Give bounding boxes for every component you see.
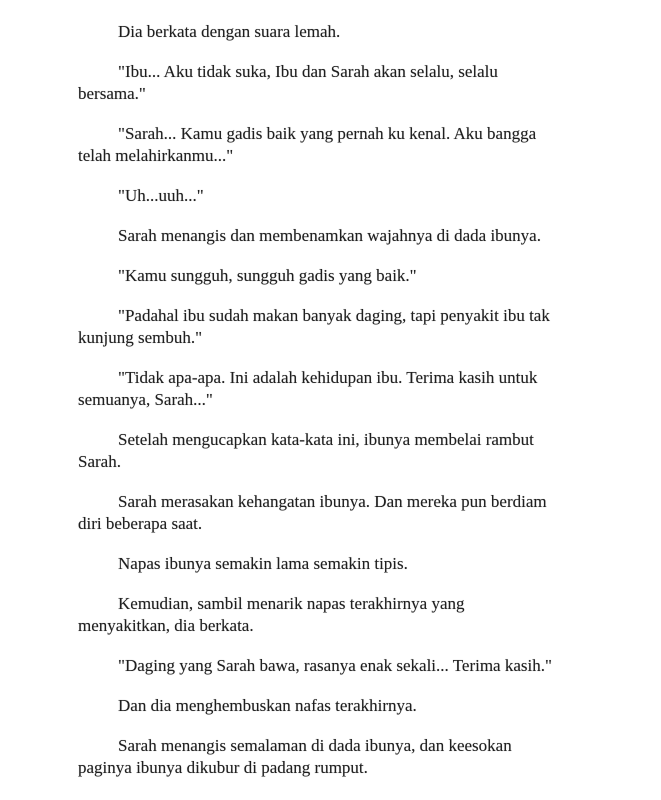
text-line: "Padahal ibu sudah makan banyak daging, tapi penyakit ibu tak [118, 306, 550, 325]
text-line: "Sarah... Kamu gadis baik yang pernah ku kenal. Aku bangga [118, 124, 537, 143]
paragraph [78, 593, 577, 637]
paragraph [78, 61, 577, 105]
text-line: telah melahirkanmu..." [78, 146, 234, 165]
paragraph [78, 185, 577, 207]
paragraph [78, 553, 577, 575]
paragraph [78, 305, 577, 349]
text-line: "Tidak apa-apa. Ini adalah kehidupan ibu. Terima kasih untuk [118, 368, 538, 387]
text-line: semuanya, Sarah..." [78, 390, 213, 409]
text-line: Sarah merasakan kehangatan ibunya. Dan mereka pun berdiam [118, 492, 547, 511]
text-line: "Daging yang Sarah bawa, rasanya enak sekali... Terima kasih." [118, 656, 552, 675]
text-line: "Kamu sungguh, sungguh gadis yang baik." [118, 266, 417, 285]
text-line: paginya ibunya dikubur di padang rumput. [78, 758, 368, 777]
text-line: Dan dia menghembuskan nafas terakhirnya. [118, 696, 417, 715]
text-line: Dia berkata dengan suara lemah. [118, 22, 341, 41]
paragraph [78, 429, 577, 473]
text-line: menyakitkan, dia berkata. [78, 616, 254, 635]
paragraph [78, 367, 577, 411]
paragraph [78, 265, 577, 287]
text-line: Kemudian, sambil menarik napas terakhirnya yang [118, 594, 465, 613]
text-line: Setelah mengucapkan kata-kata ini, ibunya membelai rambut [118, 430, 534, 449]
text-line: diri beberapa saat. [78, 514, 203, 533]
text-line: Sarah. [78, 452, 121, 471]
paragraph [78, 21, 577, 43]
paragraph [78, 695, 577, 717]
paragraph [78, 491, 577, 535]
paragraph [78, 735, 577, 779]
text-line: "Uh...uuh..." [118, 186, 204, 205]
paragraph [78, 225, 577, 247]
text-line: Sarah menangis dan membenamkan wajahnya di dada ibunya. [118, 226, 541, 245]
text-line: Sarah menangis semalaman di dada ibunya, dan keesokan [118, 736, 512, 755]
text-line: "Ibu... Aku tidak suka, Ibu dan Sarah akan selalu, selalu [118, 62, 498, 81]
paragraph [78, 123, 577, 167]
paragraph [78, 655, 577, 677]
text-line: Napas ibunya semakin lama semakin tipis. [118, 554, 408, 573]
text-line: bersama." [78, 84, 146, 103]
text-line: kunjung sembuh." [78, 328, 203, 347]
